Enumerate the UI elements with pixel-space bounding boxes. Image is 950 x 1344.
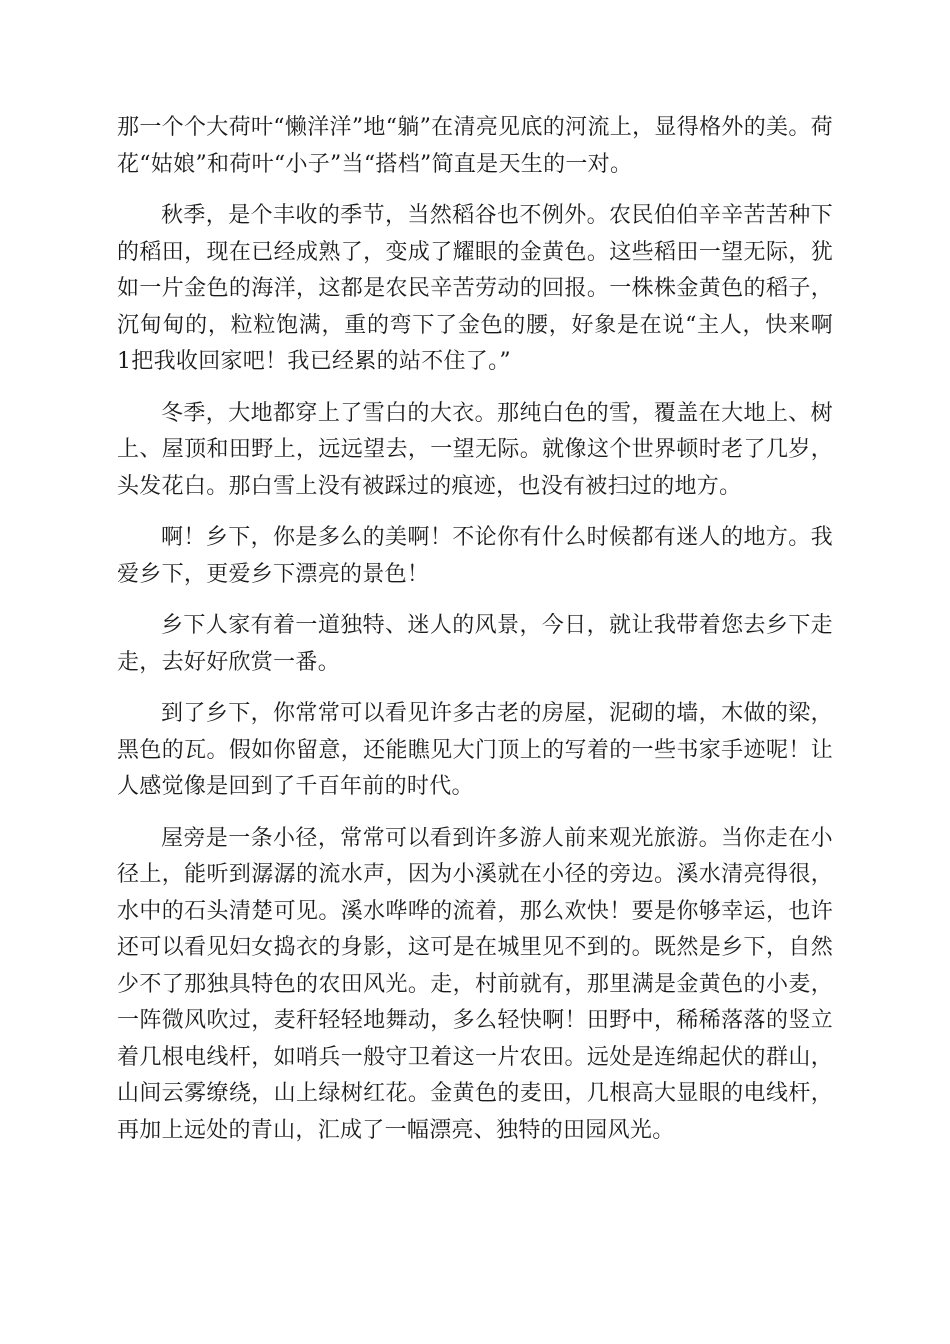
- paragraph-love-countryside: 啊！乡下，你是多么的美啊！不论你有什么时候都有迷人的地方。我爱乡下，更爱乡下漂亮的景色！: [117, 525, 833, 587]
- paragraph-autumn: 秋季，是个丰收的季节，当然稻谷也不例外。农民伯伯辛辛苦苦种下的稻田，现在已经成熟了，变成了耀眼的金黄色。这些稻田一望无际，犹如一片金色的海洋，这都是农民辛苦劳动的回报。一株株金黄色的稻子，沉甸甸的，粒粒饱满，重的弯下了金色的腰，好象是在说“主人，快来啊1把我收回家吧！我已经累的站不住了。”: [117, 203, 833, 374]
- paragraph-old-houses: 到了乡下，你常常可以看见许多古老的房屋，泥砌的墙，木做的梁，黑色的瓦。假如你留意，还能瞧见大门顶上的写着的一些书家手迹呢！让人感觉像是回到了千百年前的时代。: [117, 701, 833, 799]
- paragraph-path-and-fields: 屋旁是一条小径，常常可以看到许多游人前来观光旅游。当你走在小径上，能听到潺潺的流水声，因为小溪就在小径的旁边。溪水清亮得很，水中的石头清楚可见。溪水哗哗的流着，那么欢快！要是你够幸运，也许还可以看见妇女捣衣的身影，这可是在城里见不到的。既然是乡下，自然少不了那独具特色的农田风光。走，村前就有，那里满是金黄色的小麦，一阵微风吹过，麦秆轻轻地舞动，多么轻快啊！田野中，稀稀落落的竖立着几根电线杆，如哨兵一般守卫着这一片农田。远处是连绵起伏的群山，山间云雾缭绕，山上绿树红花。金黄色的麦田，几根高大显眼的电线杆，再加上远处的青山，汇成了一幅漂亮、独特的田园风光。: [117, 825, 833, 1143]
- paragraph-winter: 冬季，大地都穿上了雪白的大衣。那纯白色的雪，覆盖在大地上、树上、屋顶和田野上，远远望去，一望无际。就像这个世界顿时老了几岁，头发花白。那白雪上没有被踩过的痕迹，也没有被扫过的地方。: [117, 400, 833, 499]
- paragraph-lotus: 那一个个大荷叶“懒洋洋”地“躺”在清亮见底的河流上，显得格外的美。荷花“姑娘”和荷叶“小子”当“搭档”简直是天生的一对。: [117, 115, 833, 177]
- paragraph-scenery-intro: 乡下人家有着一道独特、迷人的风景，今日，就让我带着您去乡下走走，去好好欣赏一番。: [117, 613, 833, 675]
- document-page: [117, 110, 833, 1164]
